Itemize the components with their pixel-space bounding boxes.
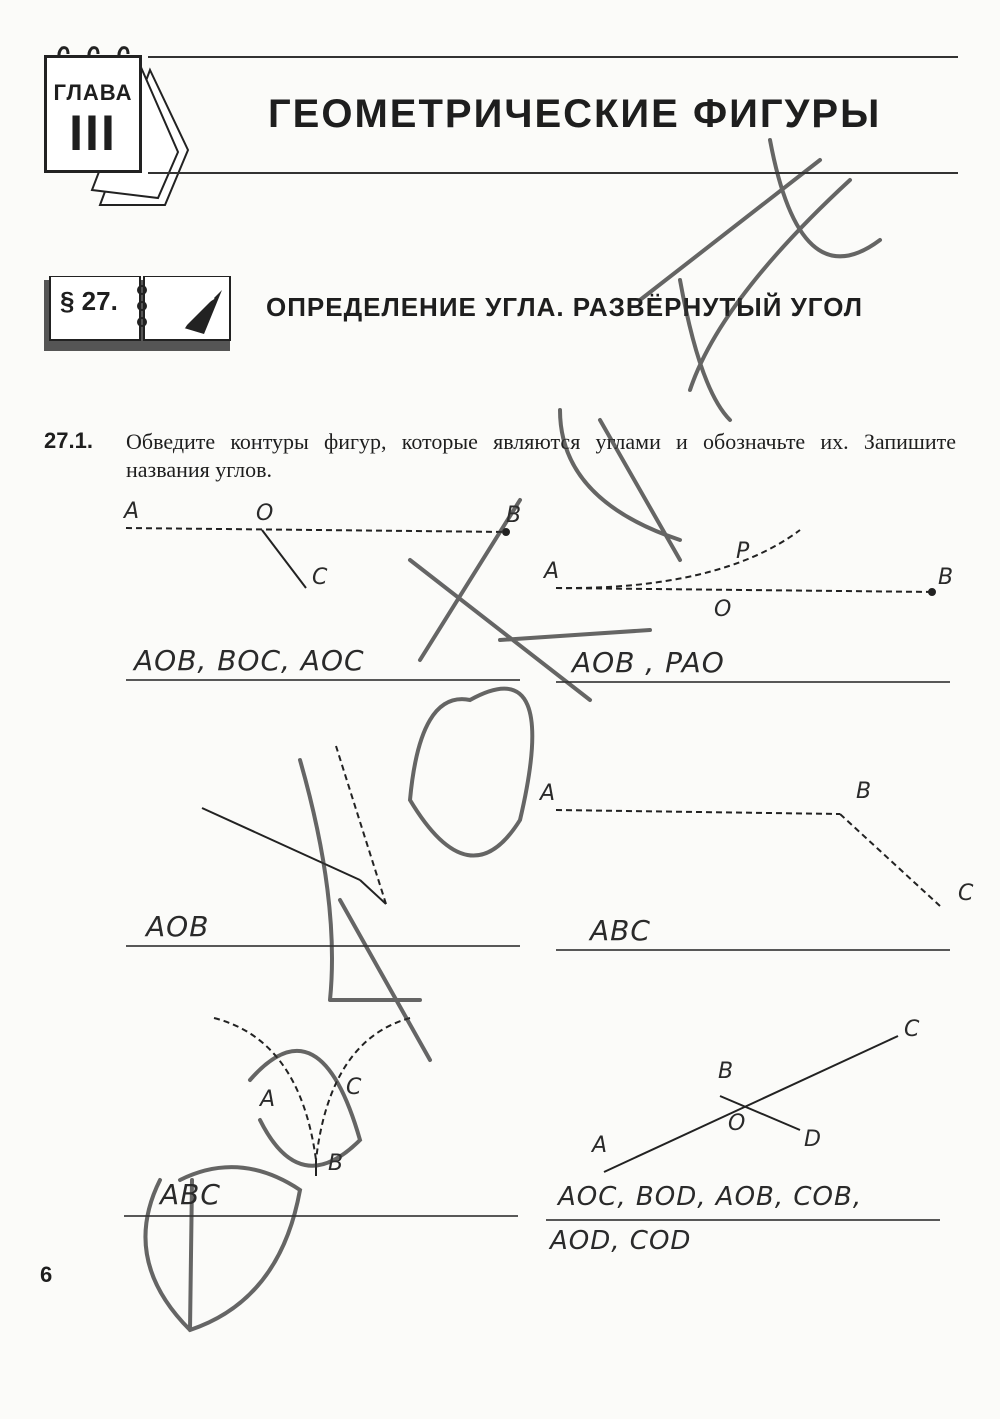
- point-label: O: [256, 501, 274, 526]
- point-label: C: [346, 1075, 362, 1100]
- section-title: ОПРЕДЕЛЕНИЕ УГЛА. РАЗВЁРНУТЫЙ УГОЛ: [266, 292, 864, 322]
- figure-6: [604, 1036, 898, 1172]
- point-label: B: [506, 503, 522, 528]
- chapter-number: III: [69, 105, 117, 161]
- point-label: B: [938, 565, 954, 590]
- point-label: D: [804, 1127, 821, 1152]
- point-label: B: [328, 1151, 344, 1176]
- point-label: B: [718, 1059, 734, 1084]
- point-label: C: [958, 881, 974, 906]
- chapter-title: ГЕОМЕТРИЧЕСКИЕ ФИГУРЫ: [268, 92, 882, 136]
- point-label: A: [540, 781, 556, 806]
- answer-figure-3: AOB: [146, 910, 210, 943]
- answer-figure-6: AOC, BOD, AOB, COB,: [558, 1182, 863, 1212]
- figure-4: [556, 810, 940, 906]
- answer-figure-4: ABC: [590, 914, 651, 947]
- point-label: O: [728, 1111, 746, 1136]
- answer-figure-5: ABC: [160, 1178, 221, 1211]
- answer-figure-2: AOB , PAO: [572, 646, 725, 679]
- figure-5: [214, 1018, 410, 1176]
- point-label: B: [856, 779, 872, 804]
- point-label: P: [736, 539, 750, 564]
- point-label: C: [904, 1017, 920, 1042]
- answer-figure-6-line-2: AOD, COD: [550, 1226, 692, 1256]
- point-label: A: [544, 559, 560, 584]
- task-number: 27.1.: [44, 428, 93, 453]
- point-label: C: [312, 565, 328, 590]
- point-label: A: [260, 1087, 276, 1112]
- task-text: Обведите контуры фигур, которые являются углами и обозначьте их. Запишите названия углов.: [126, 429, 956, 482]
- point-label: A: [124, 499, 140, 524]
- answer-figure-1: AOB, BOC, AOC: [134, 644, 365, 677]
- figure-3: [202, 746, 386, 904]
- point-label: O: [714, 597, 732, 622]
- section-number: § 27.: [60, 286, 118, 316]
- page-number: 6: [40, 1262, 53, 1287]
- chapter-label: ГЛАВА: [53, 80, 133, 105]
- point-label: A: [592, 1133, 608, 1158]
